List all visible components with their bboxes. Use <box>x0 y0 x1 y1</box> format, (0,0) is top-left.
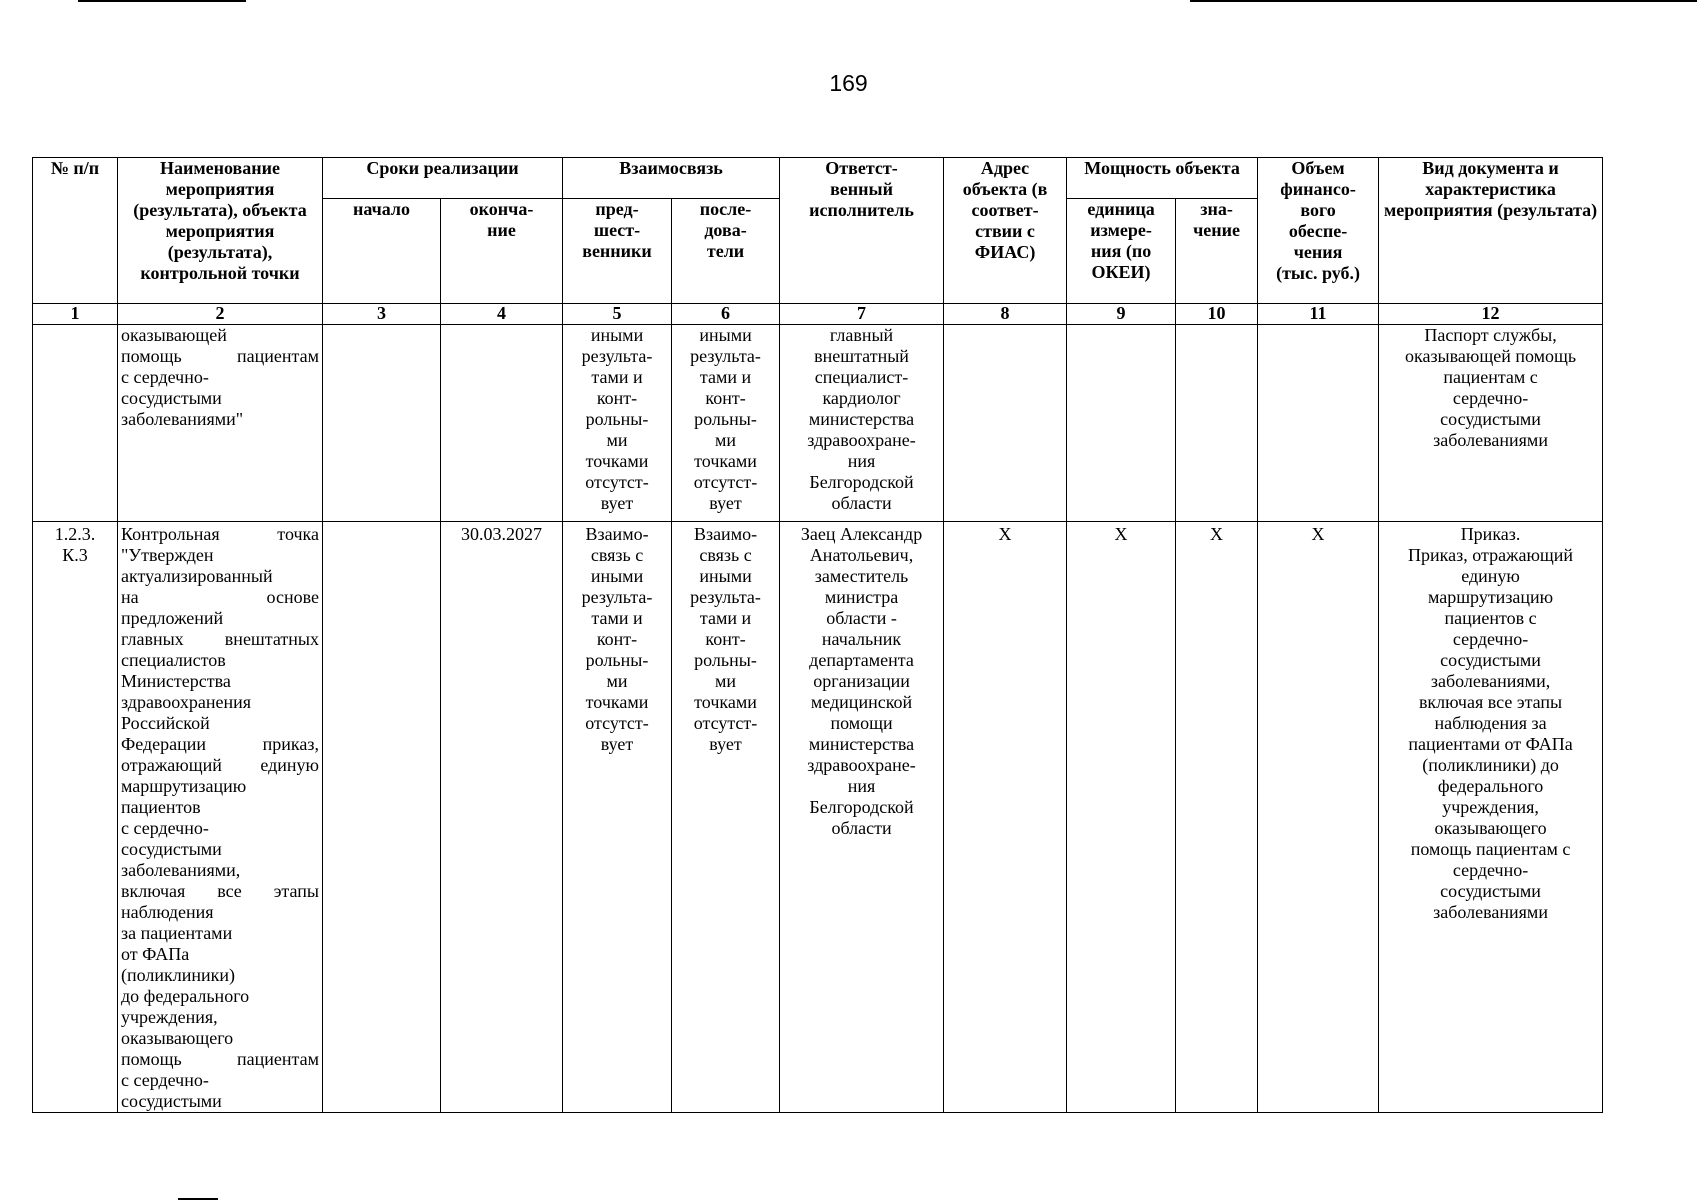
header-number: № п/п <box>33 158 118 304</box>
row-predecessors: Взаимо- связь с иными результа- тами и конт- рольны- ми точками отсутст- вует <box>563 522 672 1113</box>
row-name-line: с сердечно- <box>121 1070 209 1090</box>
row-name-line: от ФАПа <box>121 944 190 964</box>
header-row-top <box>33 158 1603 199</box>
column-number: 9 <box>1067 304 1176 325</box>
column-number: 6 <box>672 304 780 325</box>
column-number: 10 <box>1176 304 1258 325</box>
row-name-line: Министерства <box>121 671 231 691</box>
column-number: 4 <box>441 304 563 325</box>
row-successors: иными результа- тами и конт- рольны- ми точками отсутст- вует <box>672 325 780 522</box>
row-name-line: пациентов <box>121 797 201 817</box>
header-timing-start: начало <box>323 199 441 304</box>
column-number: 3 <box>323 304 441 325</box>
column-number-row <box>33 304 1603 325</box>
row-end: 30.03.2027 <box>441 522 563 1113</box>
row-name-line: помощь пациентам <box>121 346 319 366</box>
row-name-line: наблюдения <box>121 902 214 922</box>
row-number: 1.2.3. К.3 <box>33 522 118 1113</box>
row-name-line: (поликлиники) <box>121 965 236 985</box>
header-timing: Сроки реализации <box>323 158 563 199</box>
row-responsible: главный внештатный специалист- кардиолог министерства здравоохране- ния Белгородской области <box>780 325 944 522</box>
row-name-line: заболеваниями, <box>121 860 241 880</box>
column-number: 1 <box>33 304 118 325</box>
row-unit: Х <box>1067 522 1176 1113</box>
top-edge-line-left <box>78 0 246 2</box>
row-name-line: Контрольная точка <box>121 524 319 544</box>
row-name-line: сосудистыми <box>121 388 222 408</box>
row-name-line: учреждения, <box>121 1007 218 1027</box>
row-predecessors: иными результа- тами и конт- рольны- ми точками отсутст- вует <box>563 325 672 522</box>
row-name-line: специалистов <box>121 650 226 670</box>
row-funding: Х <box>1258 522 1379 1113</box>
header-relation: Взаимосвязь <box>563 158 780 199</box>
row-address <box>944 325 1067 522</box>
header-responsible: Ответст- венный исполнитель <box>780 158 944 304</box>
header-relation-pred: пред- шест- венники <box>563 199 672 304</box>
column-number: 2 <box>118 304 323 325</box>
row-name-line: Федерации приказ, <box>121 734 319 754</box>
row-number <box>33 325 118 522</box>
row-name-line: оказывающего <box>121 1028 234 1048</box>
header-capacity-unit: единица измере- ния (по ОКЕИ) <box>1067 199 1176 304</box>
column-number: 12 <box>1379 304 1603 325</box>
row-name-line: предложений <box>121 608 224 628</box>
row-name-line: отражающий единую <box>121 755 319 775</box>
header-timing-end: оконча- ние <box>441 199 563 304</box>
header-name: Наименование мероприятия (результата), объекта мероприятия (результата), контрольной точки <box>118 158 323 304</box>
page-number: 169 <box>829 70 868 96</box>
header-capacity-value: зна- чение <box>1176 199 1258 304</box>
row-name-line: заболеваниями" <box>121 409 244 429</box>
row-start <box>323 522 441 1113</box>
header-relation-succ: после- дова- тели <box>672 199 780 304</box>
header-capacity: Мощность объекта <box>1067 158 1258 199</box>
header-address: Адрес объекта (в соответ- ствии с ФИАС) <box>944 158 1067 304</box>
row-name-line: здравоохранения <box>121 692 252 712</box>
header-funding: Объем финансо- вого обеспе- чения (тыс. руб.) <box>1258 158 1379 304</box>
row-start <box>323 325 441 522</box>
row-name-line: на основе <box>121 587 319 607</box>
top-edge-line-right <box>1190 0 1697 2</box>
row-name-line: актуализированный <box>121 566 273 586</box>
row-value <box>1176 325 1258 522</box>
row-doc: Паспорт службы, оказывающей помощь пациентам с сердечно- сосудистыми заболеваниями <box>1379 325 1603 522</box>
row-value: Х <box>1176 522 1258 1113</box>
row-name-line: оказывающей <box>121 325 227 345</box>
row-name-line: за пациентами <box>121 923 233 943</box>
column-number: 7 <box>780 304 944 325</box>
table-row <box>33 325 1603 522</box>
column-number: 11 <box>1258 304 1379 325</box>
row-name-line: Российской <box>121 713 210 733</box>
row-successors: Взаимо- связь с иными результа- тами и конт- рольны- ми точками отсутст- вует <box>672 522 780 1113</box>
row-name <box>118 522 323 1113</box>
row-funding <box>1258 325 1379 522</box>
header-doc-type: Вид документа и характеристика мероприятия (результата) <box>1379 158 1603 304</box>
row-name-line: "Утвержден <box>121 545 214 565</box>
row-unit <box>1067 325 1176 522</box>
row-doc: Приказ. Приказ, отражающий единую маршрутизацию пациентов с сердечно- сосудистыми заболеваниями, включая все этапы наблюдения за пациентами от ФАПа (поликлиники) до федерального учреждения, оказывающего помощь пациентам с сердечно- сосудистыми заболеваниями <box>1379 522 1603 1113</box>
plan-table <box>32 157 1603 1113</box>
table-row <box>33 522 1603 1113</box>
row-name-line: помощь пациентам <box>121 1049 319 1069</box>
row-name-line: с сердечно- <box>121 367 209 387</box>
row-responsible: Заец Александр Анатольевич, заместитель министра области - начальник департамента организации медицинской помощи министерства здравоохране- ния Белгородской области <box>780 522 944 1113</box>
row-name-line: до федерального <box>121 986 250 1006</box>
row-end <box>441 325 563 522</box>
row-name-line: главных внештатных <box>121 629 319 649</box>
column-number: 8 <box>944 304 1067 325</box>
row-name-line: включая все этапы <box>121 881 319 901</box>
row-name-line: сосудистыми <box>121 1091 222 1111</box>
row-name-line: маршрутизацию <box>121 776 247 796</box>
column-number: 5 <box>563 304 672 325</box>
row-name-line: сосудистыми <box>121 839 222 859</box>
row-name <box>118 325 323 522</box>
row-name-line: с сердечно- <box>121 818 209 838</box>
row-address: Х <box>944 522 1067 1113</box>
